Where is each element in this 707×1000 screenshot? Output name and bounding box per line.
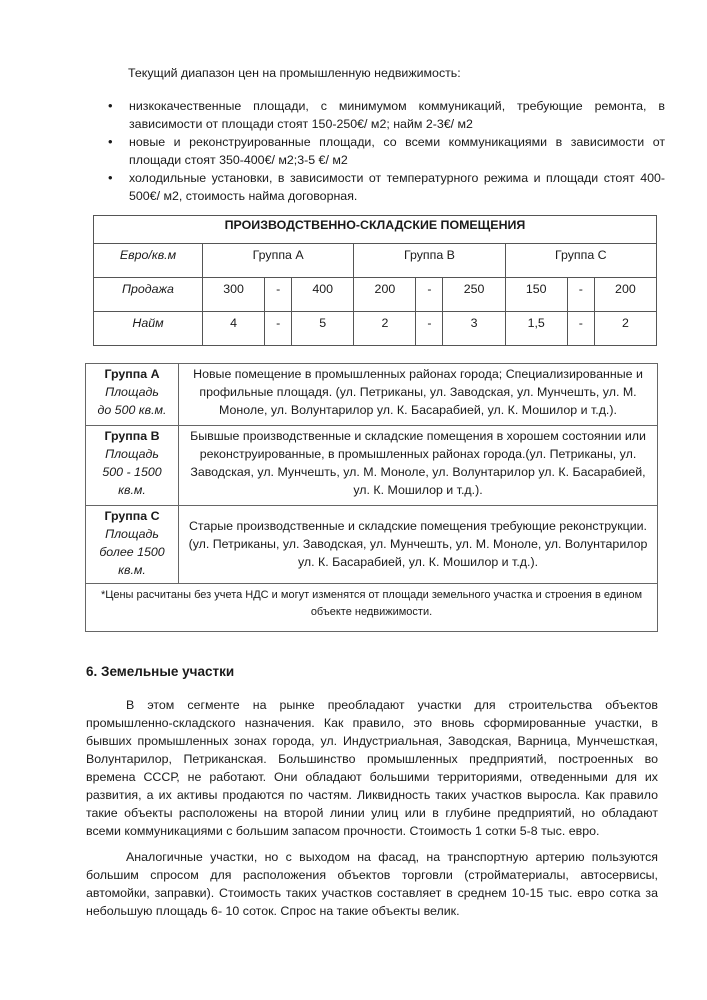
section-heading: 6. Земельные участки — [86, 664, 235, 679]
table-row — [94, 278, 657, 312]
table-title-row — [94, 216, 657, 244]
cell-dash: - — [265, 312, 292, 346]
group-area: Площадь — [105, 447, 159, 461]
cell-min: 300 — [203, 278, 265, 312]
group-area: 500 - 1500 — [102, 465, 162, 479]
table-row — [86, 426, 658, 506]
group-cell — [86, 506, 179, 584]
cell-max: 200 — [594, 278, 656, 312]
list-item: • новые и реконструированные площади, со всеми коммуникациями в зависимости от площади стоят 350-400€/ м2;3-5 €/ м2 — [108, 134, 665, 167]
cell-dash: - — [416, 312, 443, 346]
table-header-row — [94, 244, 657, 278]
list-item: • холодильные установки, в зависимости от температурного режима и площади стоят 400-500€/ м2, стоимость найма договорная. — [108, 170, 665, 203]
bullet-icon: • — [108, 170, 113, 185]
cell-min: 1,5 — [505, 312, 567, 346]
group-area: кв.м. — [118, 563, 146, 577]
cell-min: 4 — [203, 312, 265, 346]
bullet-icon: • — [108, 134, 113, 149]
cell-dash: - — [265, 278, 292, 312]
cell-max: 2 — [594, 312, 656, 346]
group-area: до 500 кв.м. — [97, 403, 167, 417]
group-description: Новые помещение в промышленных районах города; Специализированные и профильные площадя. (ул. Петриканы, ул. Заводская, ул. Мунчешть, ул. М. Моноле, ул. Волунтарилор ул. К. Басарабией, ул. К. Мошилор и т.д.). — [179, 364, 658, 426]
cell-max: 400 — [292, 278, 354, 312]
group-cell — [86, 426, 179, 506]
group-area: более 1500 — [99, 545, 165, 559]
unit-label: Евро/кв.м — [94, 244, 203, 278]
group-header: Группа C — [505, 244, 656, 278]
table-row — [86, 506, 658, 584]
group-name: Группа C — [104, 509, 160, 523]
cell-dash: - — [567, 312, 594, 346]
table-footnote: *Цены расчитаны без учета НДС и могут изменятся от площади земельного участка и строения в едином объекте недвижимости. — [86, 584, 658, 632]
group-name: Группа B — [104, 429, 160, 443]
cell-dash: - — [567, 278, 594, 312]
cell-max: 5 — [292, 312, 354, 346]
intro-text: Текущий диапазон цен на промышленную недвижимость: — [128, 66, 461, 80]
cell-min: 2 — [354, 312, 416, 346]
table-title: ПРОИЗВОДСТВЕННО-СКЛАДСКИЕ ПОМЕЩЕНИЯ — [94, 216, 657, 244]
cell-max: 250 — [443, 278, 505, 312]
group-cell — [86, 364, 179, 426]
bullet-icon: • — [108, 98, 113, 113]
cell-min: 150 — [505, 278, 567, 312]
group-area: Площадь — [105, 527, 159, 541]
group-description-table — [85, 363, 658, 632]
cell-max: 3 — [443, 312, 505, 346]
group-area: Площадь — [105, 385, 159, 399]
paragraph: В этом сегменте на рынке преобладают участки для строительства объектов промышленно-складского назначения. Как правило, это вновь сформированные участки, в бывших промышленных зонах города, ул. Индустриальная, Заводская, Варница, Мунчешсткая, Волунтарилор, Петриканская. Большинство промышленных предприятий, построенных во времена СССР, не работают. Они обладают большими территориями, отведенными для их развития, а их активы продаются по частям. Ликвидность таких участков выросла. Как правило такие объекты расположены на второй линии улиц или в глубине предприятий, но обладают всеми коммуникациями с большим запасом прочности. Стоимость 1 сотки 5-8 тыс. евро. — [86, 698, 658, 838]
row-label: Найм — [94, 312, 203, 346]
table-row — [94, 312, 657, 346]
row-label: Продажа — [94, 278, 203, 312]
price-bullet-list — [105, 97, 665, 205]
table-row — [86, 364, 658, 426]
group-description: Бывшые производственные и складские помещения в хорошем состоянии или реконструированные, в промышленных районах города.(ул. Петриканы, ул. Заводская, ул. Мунчешть, ул. М. Моноле, ул. Волунтарилор ул. К. Басарабией, ул. К. Мошилор и т.д.). — [179, 426, 658, 506]
cell-min: 200 — [354, 278, 416, 312]
table-note-row — [86, 584, 658, 632]
paragraph: Аналогичные участки, но с выходом на фасад, на транспортную артерию пользуются большим спросом для расположения объектов торговли (стройматериалы, автосервисы, автомойки, заправки). Стоимость таких участков составляет в среднем 10-15 тыс. евро сотка за небольшую площадь 6- 10 соток. Спрос на такие объекты велик. — [86, 850, 658, 918]
price-table — [93, 215, 657, 346]
group-header: Группа A — [203, 244, 354, 278]
group-area: кв.м. — [118, 483, 146, 497]
group-description: Старые производственные и складские помещения требующие реконструкции.(ул. Петриканы, ул. Заводская, ул. Мунчешть, ул. М. Моноле, ул. Волунтарилор ул. К. Басарабией, ул. К. Мошилор и т.д.). — [179, 506, 658, 584]
list-item: • низкокачественные площади, с минимумом коммуникаций, требующие ремонта, в зависимости от площади стоят 150-250€/ м2; найм 2-3€/ м2 — [108, 98, 665, 131]
group-header: Группа B — [354, 244, 505, 278]
cell-dash: - — [416, 278, 443, 312]
group-name: Группа A — [104, 367, 160, 381]
